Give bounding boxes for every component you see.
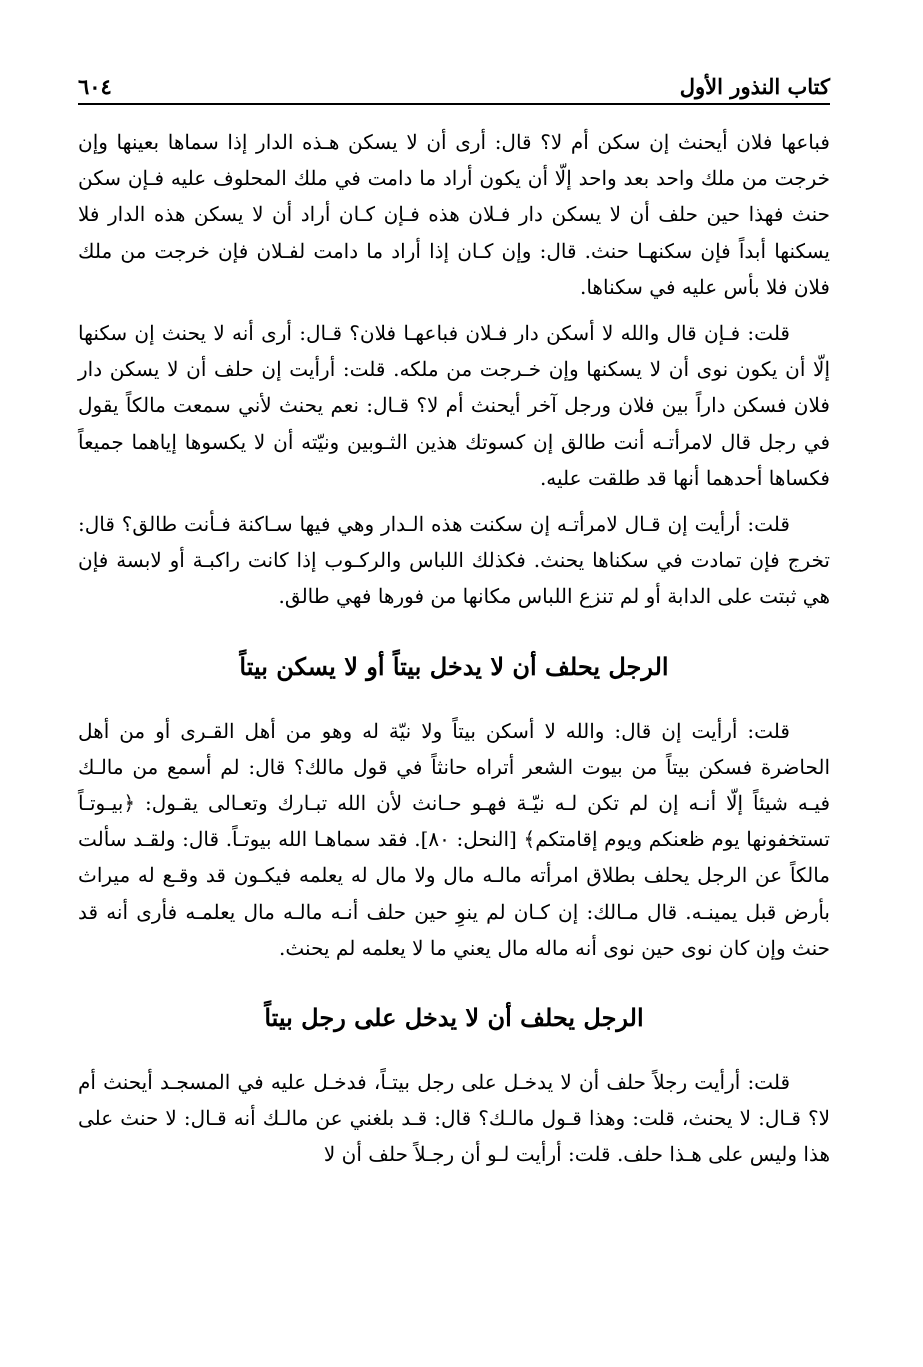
body-text: [78, 124, 830, 1183]
paragraph: قلت: فـإن قال والله لا أسكن دار فـلان فباعهـا فلان؟ قـال: أرى أنه لا يحنث إن سكنها إلّا أن يكون نوى أن لا يسكنها وإن خـرجت من ملكه. قلت: أرأيت إن حلف أن لا يسكن دار فلان فسكن داراً بين فلان ورجل آخر أيحنث أم لا؟ قـال: نعم يحنث لأني سمعت مالكاً يقول في رجل قال لامرأتـه أنت طالق إن كسوتك هذين الثـوبين ونيّته أن لا يكسوها إياهما جميعاً فكساها أحدهما أنها قد طلقت عليه.: [78, 321, 831, 490]
section-heading: الرجل يحلف أن لا يدخل بيتاً أو لا يسكن بيتاً: [239, 651, 669, 681]
page-header: [78, 70, 830, 102]
paragraph: قلت: أرأيت إن قـال لامرأتـه إن سكنت هذه الـدار وهي فيها سـاكنة فـأنت طالق؟ قال: تخرج فإن تمادت في سكناها يحنث. فكذلك اللباس والركـوب إذا كانت راكبـة أو لابسة فإن هي ثبتت على الدابة أو لم تنزع اللباس مكانها من فورها فهي طالق.: [78, 512, 830, 609]
book-title: كتاب النذور الأول: [679, 73, 830, 99]
paragraph: فباعها فلان أيحنث إن سكن أم لا؟ قال: أرى أن لا يسكن هـذه الدار إذا سماها بعينها وإن خرجت من ملك واحد بعد واحد إلّا أن يكون أراد ما دامت في ملك المحلوف عليه فـإن سكن حنث فهذا حين حلف أن لا يسكن دار فـلان هذه فـإن كـان أراد أن لا يسكن هذه الدار فلا يسكنها أبداً فإن سكنهـا حنث. قال: وإن كـان إذا أراد ما دامت لفـلان فإن خرجت من ملك فلان فلا بأس عليه في سكناها.: [78, 130, 830, 299]
page-number: ٦٠٤: [78, 73, 112, 99]
paragraph: قلت: أرأيت رجلاً حلف أن لا يدخـل على رجل بيتـاً، فدخـل عليه في المسجـد أيحنث أم لا؟ قـال: لا يحنث، قلت: وهذا قـول مالـك؟ قال: قـد بلغني عن مالـك أنه قـال: لا حنث على هذا وليس على هـذا حلف. قلت: أرأيت لـو أن رجـلاً حلف أن لا: [78, 1070, 830, 1167]
header-divider: [78, 103, 830, 105]
section-heading: الرجل يحلف أن لا يدخل على رجل بيتاً: [264, 1003, 644, 1033]
paragraph: قلت: أرأيت إن قال: والله لا أسكن بيتاً ولا نيّة له وهو من أهل القـرى أو من أهل الحاضرة فسكن بيتاً من بيوت الشعر أتراه حانثاً في قول مالك؟ قال: لم أسمع من مالـك فيـه شيئاً إلّا أنـه إن لم تكن لـه نيّـة فهـو حـانث لأن الله تبـارك وتعـالى يقـول: ﴿بيـوتـاً تستخفونها يوم ظعنكم ويوم إقامتكم﴾ [النحل: ٨٠]. فقد سماهـا الله بيوتـاً. قال: ولقـد سألت مالكاً عن الرجل يحلف بطلاق امرأته مالـه مال ولا مال له يعلمه فيكـون قد وقـع له ميراث بأرض قبل يمينـه. قال مـالك: إن كـان لم ينوِ حين حلف أنـه مالـه مال يعلمـه فأرى أنه قد حنث وإن كان نوى حين نوى أنه ماله مال يعني ما لا يعلمه لم يحنث.: [78, 718, 830, 960]
